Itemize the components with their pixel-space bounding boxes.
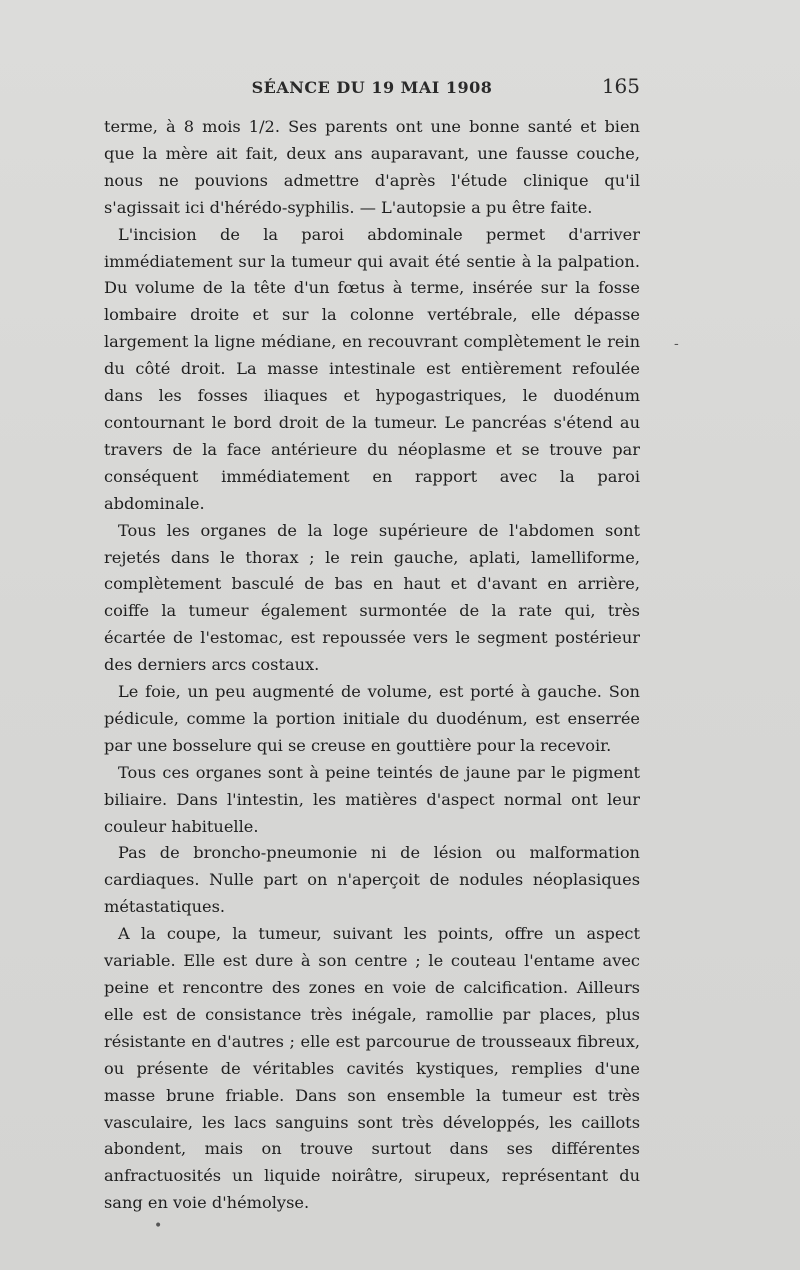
paragraph: terme, à 8 mois 1/2. Ses parents ont une bonne santé et bien que la mère ait fait, deux ans auparavant, une fausse couche, nous ne pouvions admettre d'après l'étude clinique qu'il s'agissait ici d'hérédo-syphilis. — L'autopsie a pu être faite. [104,117,640,217]
running-header [104,74,640,104]
paragraph: Le foie, un peu augmenté de volume, est porté à gauche. Son pédicule, comme la portion initiale du duodénum, est enserrée par une bosselure qui se creuse en gouttière pour la recevoir. [104,682,640,755]
paragraph: A la coupe, la tumeur, suivant les points, offre un aspect variable. Elle est dure à son centre ; le couteau l'entame avec peine et rencontre des zones en voie de calcification. Ailleurs elle est de consistance très inégale, ramollie par places, plus résistante en d'autres ; elle est parcourue de trousseaux fibreux, ou présente de véritables cavités kystiques, remplies d'une masse brune friable. Dans son ensemble la tumeur est très vasculaire, les lacs sanguins sont très développés, les caillots abondent, mais on trouve surtout dans ses différentes anfractuosités un liquide noirâtre, sirupeux, représentant du sang en voie d'hémolyse. [104,924,640,1213]
scan-speck: • [154,1218,163,1234]
paragraph: L'incision de la paroi abdominale permet d'arriver immédiatement sur la tumeur qui avait été sentie à la palpation. Du volume de la tête d'un fœtus à terme, insérée sur la fosse lombaire droite et sur la colonne vertébrale, elle dépasse largement la ligne médiane, en recouvrant complètement le rein du côté droit. La masse intestinale est entièrement refoulée dans les fosses iliaques et hypogastriques, le duodénum contournant le bord droit de la tumeur. Le pancréas s'étend au travers de la face antérieure du néoplasme et se trouve par conséquent immédiatement en rapport avec la paroi abdominale. [104,224,640,513]
paragraph: Tous les organes de la loge supérieure de l'abdomen sont rejetés dans le thorax ; le rein gauche, aplati, lamelliforme, complètement basculé de bas en haut et d'avant en arrière, coiffe la tumeur également surmontée de la rate qui, très écartée de l'estomac, est repoussée vers le segment postérieur des derniers arcs costaux. [104,520,640,675]
paragraph: Tous ces organes sont à peine teintés de jaune par le pigment biliaire. Dans l'intestin, les matières d'aspect normal ont leur couleur habituelle. [104,762,640,836]
scan-speck: - [674,336,679,352]
running-title: SÉANCE DU 19 MAI 1908 [251,78,493,97]
body-text [104,114,640,1217]
paragraph: Pas de broncho-pneumonie ni de lésion ou malformation cardiaques. Nulle part on n'aperçoit de nodules néoplasiques métastatiques. [104,843,640,917]
page-number: 165 [601,74,640,98]
